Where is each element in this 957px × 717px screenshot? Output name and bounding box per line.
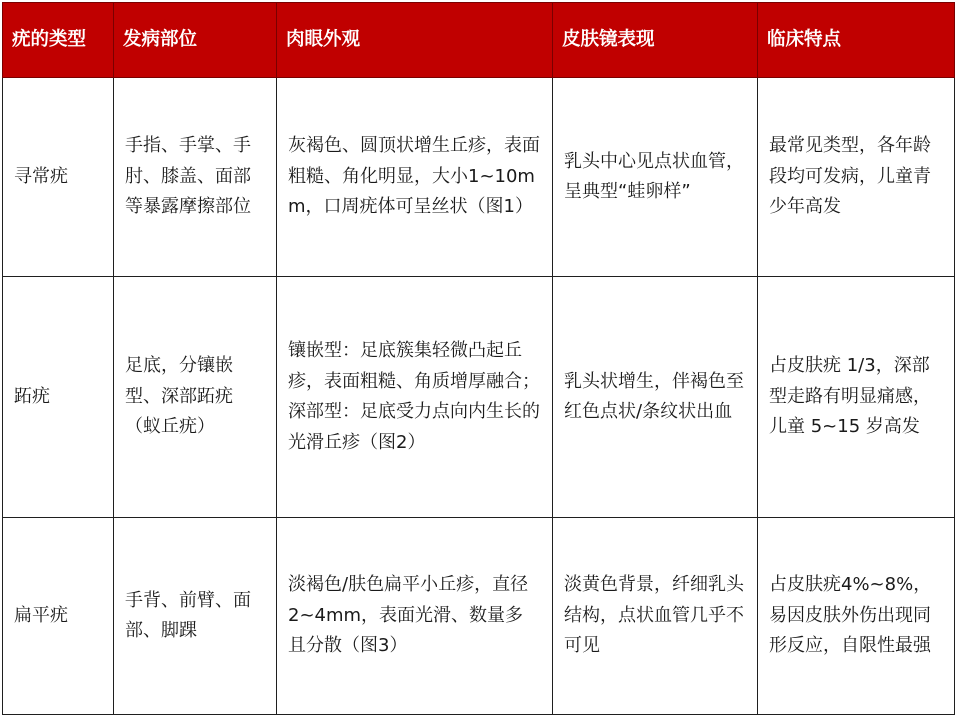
table-row — [3, 78, 955, 277]
cell-wart-type: 扁平疣 — [3, 518, 114, 715]
cell-clinical: 最常见类型，各年龄段均可发病，儿童青少年高发 — [758, 78, 955, 277]
header-dermoscopy: 皮肤镜表现 — [553, 3, 758, 78]
wart-types-table — [2, 2, 955, 715]
cell-appearance: 灰褐色、圆顶状增生丘疹，表面粗糙、角化明显，大小1~10mm，口周疣体可呈丝状（图1） — [277, 78, 553, 277]
header-wart-type: 疣的类型 — [3, 3, 114, 78]
cell-clinical: 占皮肤疣4%~8%，易因皮肤外伤出现同形反应，自限性最强 — [758, 518, 955, 715]
cell-dermoscopy: 乳头中心见点状血管，呈典型“蛙卵样” — [553, 78, 758, 277]
cell-dermoscopy: 淡黄色背景，纤细乳头结构，点状血管几乎不可见 — [553, 518, 758, 715]
cell-appearance: 镶嵌型：足底簇集轻微凸起丘疹，表面粗糙、角质增厚融合；深部型：足底受力点向内生长的光滑丘疹（图2） — [277, 277, 553, 518]
table-row — [3, 277, 955, 518]
cell-wart-type: 寻常疣 — [3, 78, 114, 277]
table-header-row — [3, 3, 955, 78]
cell-wart-type: 跖疣 — [3, 277, 114, 518]
header-clinical: 临床特点 — [758, 3, 955, 78]
table-row — [3, 518, 955, 715]
cell-location: 足底，分镶嵌型、深部跖疣（蚁丘疣） — [114, 277, 277, 518]
cell-clinical: 占皮肤疣 1/3，深部型走路有明显痛感，儿童 5~15 岁高发 — [758, 277, 955, 518]
header-location: 发病部位 — [114, 3, 277, 78]
cell-location: 手背、前臂、面部、脚踝 — [114, 518, 277, 715]
cell-appearance: 淡褐色/肤色扁平小丘疹，直径 2~4mm，表面光滑、数量多且分散（图3） — [277, 518, 553, 715]
cell-dermoscopy: 乳头状增生，伴褐色至红色点状/条纹状出血 — [553, 277, 758, 518]
header-appearance: 肉眼外观 — [277, 3, 553, 78]
cell-location: 手指、手掌、手肘、膝盖、面部等暴露摩擦部位 — [114, 78, 277, 277]
